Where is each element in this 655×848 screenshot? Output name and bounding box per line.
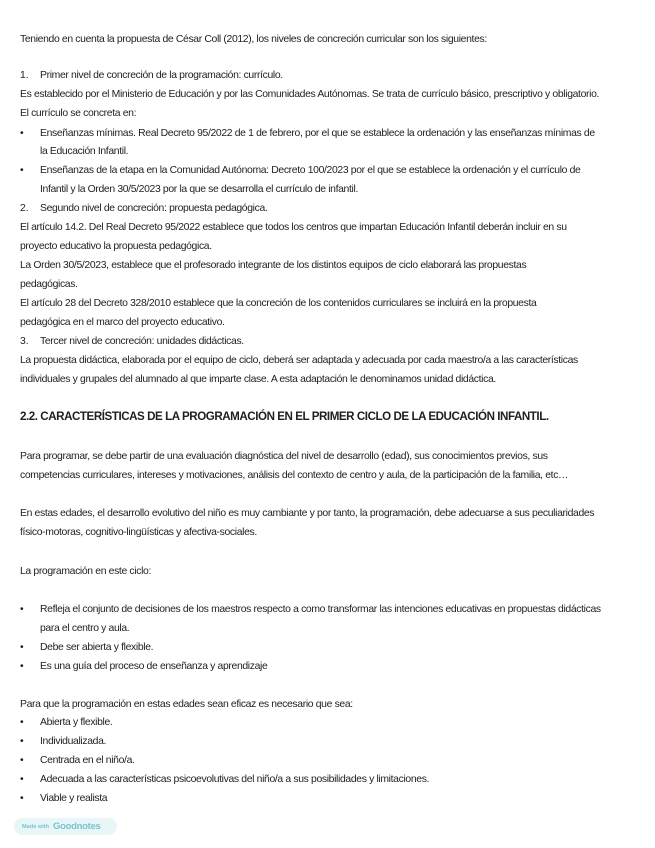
paragraph-line: Para que la programación en estas edades sean eficaz es necesario que sea: [20,699,353,710]
level2-text-line: La Orden 30/5/2023, establece que el profesorado integrante de los distintos equipos de ciclo elaborará las propuestas [20,260,527,271]
level1-text-line: Es establecido por el Ministerio de Educación y por las Comunidades Autónomas. Se trata de currículo básico, prescriptivo y obligatorio. [20,89,600,100]
efficacy-bullet: Abierta y flexible. [40,717,113,728]
level2-text-line: pedagógicas. [20,279,78,290]
bullet-icon: • [20,736,24,747]
level1-bullet-line: Enseñanzas mínimas. Real Decreto 95/2022 de 1 de febrero, por el que se establece la ordenación y las enseñanzas mínimas de [40,128,595,139]
level1-bullet-line: la Educación Infantil. [40,146,129,157]
made-with-goodnotes-badge[interactable] [14,818,117,835]
section-heading: 2.2. CARACTERÍSTICAS DE LA PROGRAMACIÓN EN EL PRIMER CICLO DE LA EDUCACIÓN INFANTIL. [20,410,549,423]
level3-text-line: individuales y grupales del alumnado al que imparte clase. A esta adaptación le denominamos unidad didáctica. [20,374,496,385]
level2-text-line: El artículo 14.2. Del Real Decreto 95/2022 establece que todos los centros que impartan Educación Infantil deberán incluir en su [20,222,567,233]
level1-text-line: El currículo se concreta en: [20,108,137,119]
bullet-icon: • [20,717,24,728]
bullet-icon: • [20,774,24,785]
level2-text-line: proyecto educativo la propuesta pedagógica. [20,241,212,252]
bullet-icon: • [20,793,24,804]
level3-text-line: La propuesta didáctica, elaborada por el equipo de ciclo, deberá ser adaptada y adecuada por cada maestro/a a las características [20,355,578,366]
intro-text: Teniendo en cuenta la propuesta de César Coll (2012), los niveles de concreción curricular son los siguientes: [20,34,487,45]
level2-title: Segundo nivel de concreción: propuesta pedagógica. [40,203,268,214]
level2-text-line: pedagógica en el marco del proyecto educativo. [20,317,225,328]
cycle-bullet-line: Refleja el conjunto de decisiones de los maestros respecto a como transformar las intenciones educativas en propuestas didácticas [40,604,601,615]
level1-bullet-line: Enseñanzas de la etapa en la Comunidad Autónoma: Decreto 100/2023 por el que se establece la ordenación y el currículo de [40,165,581,176]
made-with-label: Made with [22,823,50,830]
efficacy-bullet: Centrada en el niño/a. [40,755,135,766]
level3-number: 3. [20,336,29,347]
paragraph-line: La programación en este ciclo: [20,566,152,577]
goodnotes-brand: Goodnotes [53,821,101,832]
bullet-icon: • [20,128,24,139]
paragraph-line: Para programar, se debe partir de una evaluación diagnóstica del nivel de desarrollo (edad), sus conocimientos previos, sus [20,451,548,462]
level1-bullet-line: Infantil y la Orden 30/5/2023 por la que se desarrolla el currículo de infantil. [40,184,358,195]
paragraph-line: En estas edades, el desarrollo evolutivo del niño es muy cambiante y por tanto, la programación, debe adecuarse a sus peculiaridades [20,508,595,519]
level3-title: Tercer nivel de concreción: unidades didácticas. [40,336,244,347]
bullet-icon: • [20,165,24,176]
paragraph-line: físico-motoras, cognitivo-lingüísticas y afectiva-sociales. [20,527,257,538]
cycle-bullet-line: Es una guía del proceso de enseñanza y aprendizaje [40,661,268,672]
level1-title: Primer nivel de concreción de la programación: currículo. [40,70,283,81]
level2-text-line: El artículo 28 del Decreto 328/2010 establece que la concreción de los contenidos curriculares se incluirá en la propuesta [20,298,537,309]
level2-number: 2. [20,203,29,214]
level1-number: 1. [20,70,29,81]
efficacy-bullet: Viable y realista [40,793,108,804]
cycle-bullet-line: Debe ser abierta y flexible. [40,642,154,653]
bullet-icon: • [20,604,24,615]
cycle-bullet-line: para el centro y aula. [40,623,130,634]
efficacy-bullet: Individualizada. [40,736,107,747]
bullet-icon: • [20,642,24,653]
bullet-icon: • [20,755,24,766]
efficacy-bullet: Adecuada a las características psicoevolutivas del niño/a a sus posibilidades y limitaciones. [40,774,430,785]
bullet-icon: • [20,661,24,672]
paragraph-line: competencias curriculares, intereses y motivaciones, análisis del contexto de centro y aula, de la participación de la familia, etc… [20,470,569,481]
